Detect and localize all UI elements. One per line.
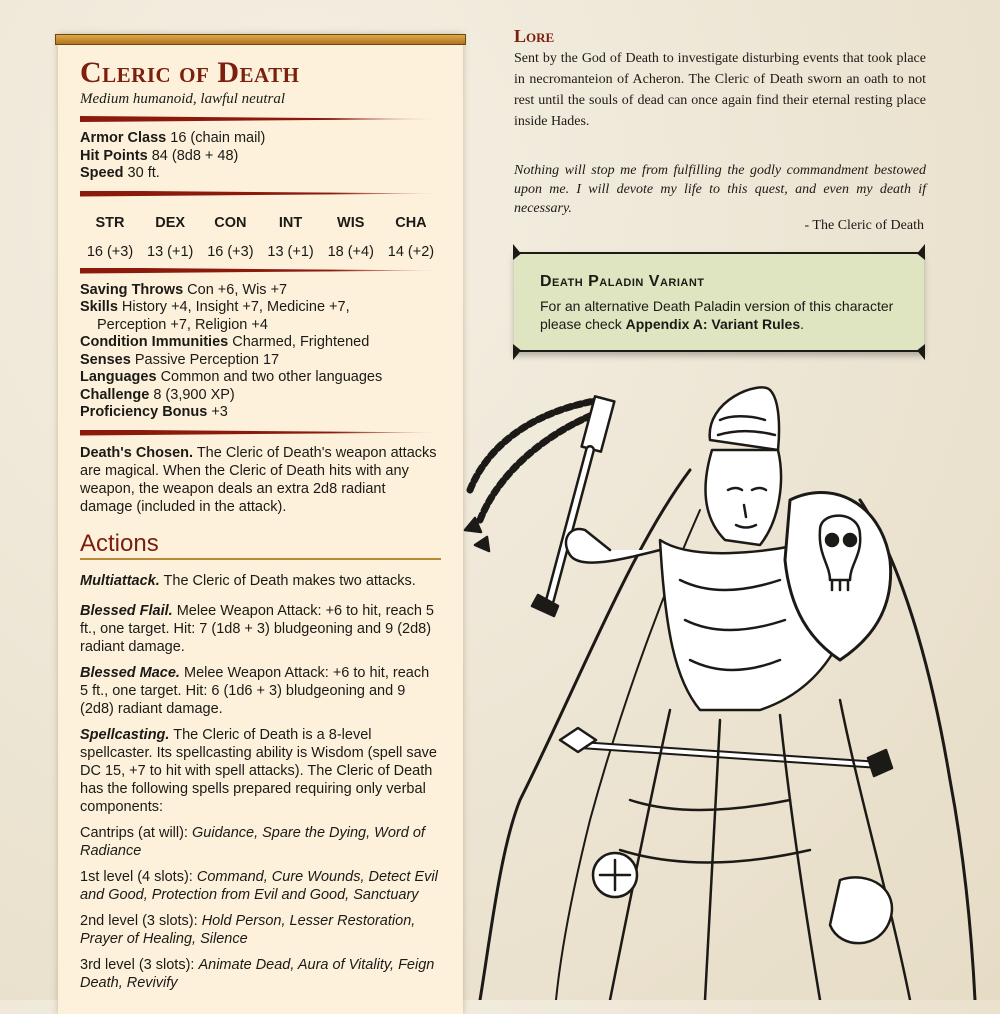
actions-heading: Actions bbox=[80, 530, 441, 560]
sidebar-text: For an alternative Death Paladin version of this character please check Appendix A: Variant Rules. bbox=[540, 298, 894, 332]
sidebar-corner bbox=[917, 344, 925, 360]
saving-throws-line: Saving Throws Con +6, Wis +7 bbox=[80, 281, 288, 298]
spell-list-cantrips: Cantrips (at will): Guidance, Spare the Dying, Word of Radiance bbox=[80, 824, 425, 859]
sidebar-title: Death Paladin Variant bbox=[540, 273, 705, 290]
ability-cha: CHA 14 (+2) bbox=[387, 214, 435, 260]
armor-class-line: Armor Class 16 (chain mail) bbox=[80, 130, 266, 146]
ability-int: INT 13 (+1) bbox=[267, 214, 314, 260]
creature-name: Cleric of Death bbox=[80, 56, 300, 89]
appendix-link[interactable]: Appendix A: Variant Rules bbox=[625, 316, 801, 332]
languages-line: Languages Common and two other languages bbox=[80, 369, 383, 385]
lore-paragraph: Sent by the God of Death to investigate disturbing events that took place in necromanteion of Acheron. The Cleric of Death sworn an oath to not rest until the souls of dead can once again find their eternal resting place inside Hades. bbox=[514, 51, 926, 129]
sidebar-corner bbox=[917, 244, 925, 260]
senses-line: Senses Passive Perception 17 bbox=[80, 351, 280, 368]
action-blessed-mace: Blessed Mace. Melee Weapon Attack: +6 to hit, reach 5 ft., one target. Hit: 6 (1d6 + 3) bludgeoning and 9 (2d8) radiant damage. bbox=[80, 664, 430, 717]
divider bbox=[80, 191, 441, 197]
ability-dex: DEX 13 (+1) bbox=[147, 214, 194, 260]
condition-immunities-line: Condition Immunities Charmed, Frightened bbox=[80, 334, 370, 350]
action-spellcasting: Spellcasting. The Cleric of Death is a 8-level spellcaster. Its spellcasting ability is Wisdom (spell save DC 15, +7 to hit with spell attacks). The Cleric of Death has the following spells prepared requiring only verbal components: bbox=[80, 726, 437, 815]
ability-con: CON 16 (+3) bbox=[207, 214, 254, 260]
creature-type: Medium humanoid, lawful neutral bbox=[80, 91, 285, 107]
lore-heading: Lore bbox=[514, 26, 555, 46]
action-blessed-flail: Blessed Flail. Melee Weapon Attack: +6 to hit, reach 5 ft., one target. Hit: 7 (1d8 + 3) bludgeoning and 9 (2d8) radiant damage. bbox=[80, 602, 434, 655]
trait-deaths-chosen: Death's Chosen. The Cleric of Death's weapon attacks are magical. When the Cleric of Death hits with any weapon, the weapon deals an extra 2d8 radiant damage (included in the attack). bbox=[80, 444, 437, 515]
sidebar-corner bbox=[513, 344, 521, 360]
flail-icon bbox=[465, 396, 614, 616]
action-multiattack: Multiattack. The Cleric of Death makes two attacks. bbox=[80, 572, 416, 589]
variant-sidebar bbox=[514, 252, 924, 352]
spell-list-level-2: 2nd level (3 slots): Hold Person, Lesser Restoration, Prayer of Healing, Silence bbox=[80, 912, 416, 947]
stat-block-top-bar bbox=[55, 34, 466, 45]
helmet-icon bbox=[706, 387, 781, 545]
challenge-line: Challenge 8 (3,900 XP) bbox=[80, 386, 235, 403]
hit-points-line: Hit Points 84 (8d8 + 48) bbox=[80, 147, 239, 164]
stat-block bbox=[58, 34, 463, 1014]
skills-line: Skills History +4, Insight +7, Medicine +7, Perception +7, Religion +4 bbox=[80, 299, 350, 333]
ability-scores bbox=[80, 205, 441, 260]
sidebar-corner bbox=[513, 244, 521, 260]
speed-line: Speed 30 ft. bbox=[80, 165, 160, 181]
lore-quote: Nothing will stop me from fulfilling the godly commandment bestowed upon me. I will devote my life to this quest, and even my death if necessary. bbox=[514, 163, 926, 216]
divider bbox=[80, 430, 441, 436]
ability-wis: WIS 18 (+4) bbox=[327, 214, 374, 260]
spell-list-level-1: 1st level (4 slots): Command, Cure Wounds, Detect Evil and Good, Protection from Evil and Good, Sanctuary bbox=[80, 868, 438, 903]
spell-list-level-3: 3rd level (3 slots): Animate Dead, Aura of Vitality, Feign Death, Revivify bbox=[80, 956, 435, 991]
divider bbox=[80, 268, 441, 274]
armored-cleric-illustration bbox=[460, 380, 980, 1000]
quote-attribution: - The Cleric of Death bbox=[804, 218, 924, 233]
ability-str: STR 16 (+3) bbox=[86, 214, 134, 260]
divider bbox=[80, 116, 441, 122]
proficiency-line: Proficiency Bonus +3 bbox=[80, 404, 228, 420]
